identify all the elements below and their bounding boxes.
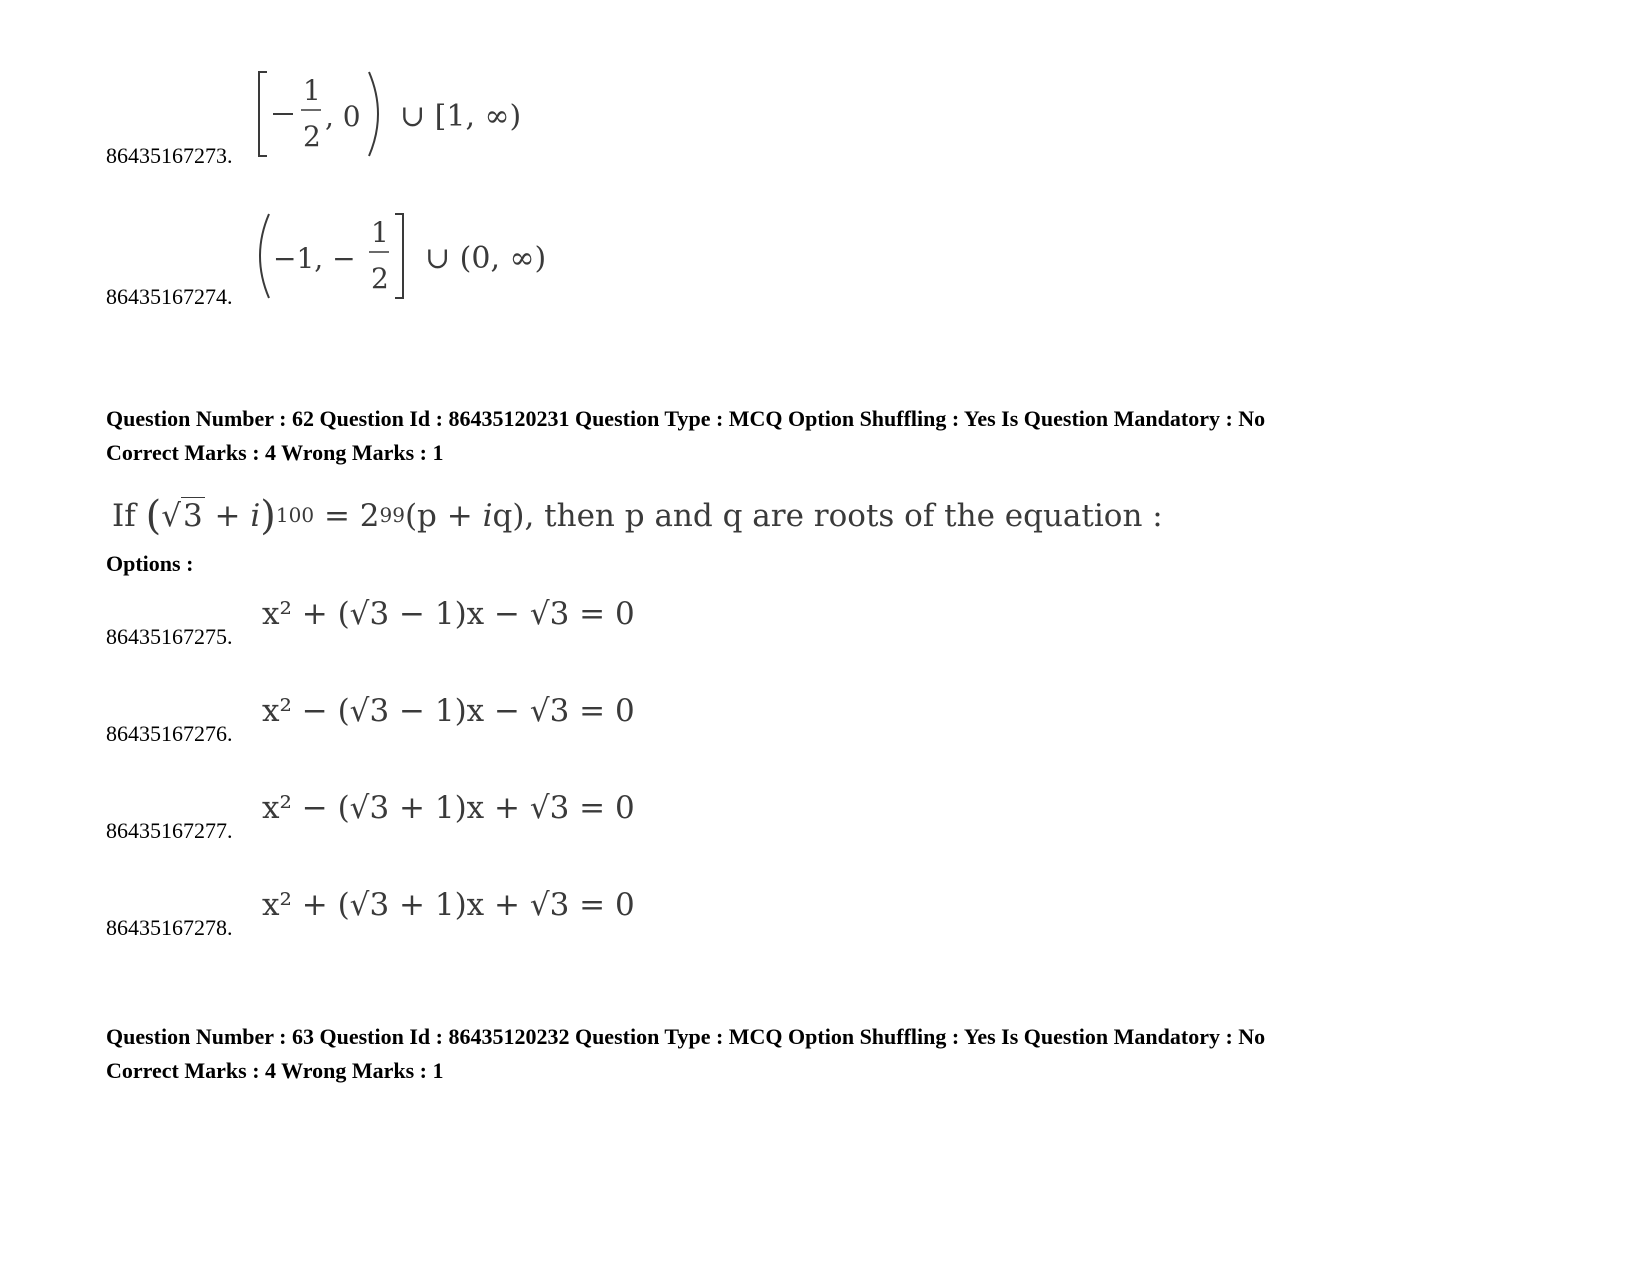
option-id: 86435167276. [106, 721, 233, 746]
option-expression-interval [255, 68, 545, 162]
option-id: 86435167277. [106, 818, 233, 843]
svg-text:∪ [1, ∞): ∪ [1, ∞) [400, 99, 522, 134]
options-label: Options : [106, 551, 194, 576]
option-expression: x² − (√3 + 1)x + √3 = 0 [262, 790, 635, 826]
option-id: 86435167275. [106, 624, 233, 649]
question-marks: Correct Marks : 4 Wrong Marks : 1 [106, 440, 444, 465]
question-header: Question Number : 62 Question Id : 86435120231 Question Type : MCQ Option Shuffling : Yes Is Question Mandatory : No [106, 406, 1266, 431]
svg-text:∪ (0, ∞): ∪ (0, ∞) [425, 241, 547, 276]
svg-text:2: 2 [371, 262, 389, 295]
svg-text:1: 1 [371, 216, 389, 249]
svg-text:, 0: , 0 [325, 100, 361, 133]
question-stem-text: , then p and q are roots of the equation : [524, 498, 1163, 534]
svg-text:−1, −: −1, − [273, 242, 356, 275]
option-id: 86435167273. [106, 143, 233, 168]
svg-text:2: 2 [303, 120, 321, 153]
question-stem: If $(√3 + i)^{100} = 2^{99}(p + iq)$, then p and q are roots of the equation : [112, 493, 1163, 539]
option-id: 86435167278. [106, 915, 233, 940]
svg-text:1: 1 [303, 74, 321, 107]
option-expression-interval [255, 210, 565, 304]
option-expression: x² + (√3 + 1)x + √3 = 0 [262, 887, 635, 923]
option-expression: x² + (√3 − 1)x − √3 = 0 [262, 596, 635, 632]
option-id: 86435167274. [106, 284, 233, 309]
question-marks: Correct Marks : 4 Wrong Marks : 1 [106, 1058, 444, 1083]
question-header: Question Number : 63 Question Id : 86435120232 Question Type : MCQ Option Shuffling : Yes Is Question Mandatory : No [106, 1024, 1266, 1049]
option-expression: x² − (√3 − 1)x − √3 = 0 [262, 693, 635, 729]
